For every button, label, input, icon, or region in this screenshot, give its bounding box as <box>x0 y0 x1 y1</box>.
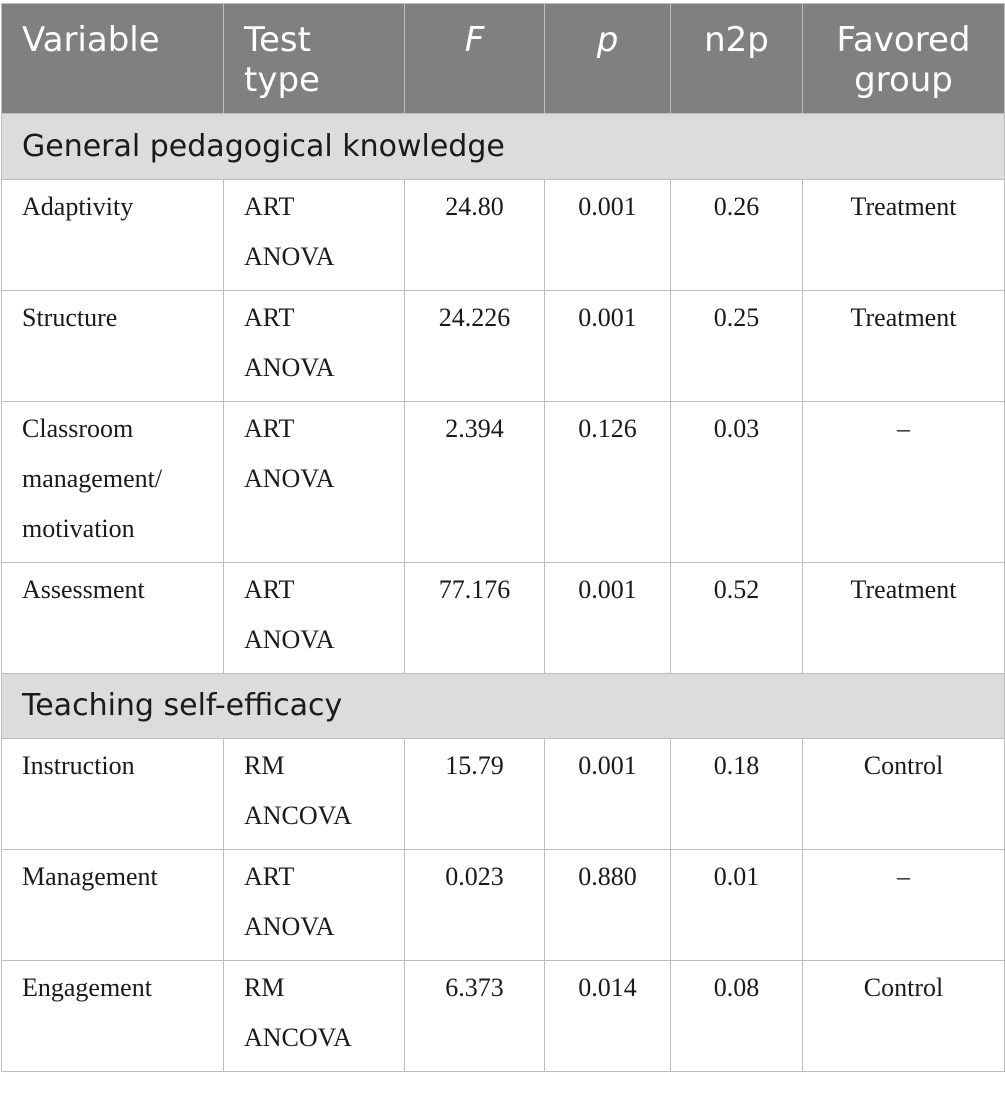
cell-f: 2.394 <box>405 402 545 563</box>
cell-favored: – <box>803 850 1005 961</box>
cell-test-type: ART ANOVA <box>224 180 405 291</box>
cell-p: 0.001 <box>545 739 671 850</box>
results-table <box>1 3 1005 1072</box>
cell-variable: Assessment <box>2 563 224 674</box>
cell-f: 77.176 <box>405 563 545 674</box>
cell-n2p: 0.03 <box>671 402 803 563</box>
table-row <box>2 180 1005 291</box>
cell-favored: Treatment <box>803 180 1005 291</box>
header-f: F <box>405 4 545 114</box>
cell-p: 0.001 <box>545 291 671 402</box>
cell-n2p: 0.01 <box>671 850 803 961</box>
cell-f: 15.79 <box>405 739 545 850</box>
section-title: General pedagogical knowledge <box>2 114 1005 180</box>
section-row <box>2 674 1005 739</box>
cell-test-type: ART ANOVA <box>224 563 405 674</box>
cell-variable: Engagement <box>2 961 224 1072</box>
header-p: p <box>545 4 671 114</box>
cell-f: 6.373 <box>405 961 545 1072</box>
table-row <box>2 563 1005 674</box>
cell-test-type: ART ANOVA <box>224 850 405 961</box>
cell-favored: – <box>803 402 1005 563</box>
cell-test-type: RM ANCOVA <box>224 739 405 850</box>
cell-test-type: RM ANCOVA <box>224 961 405 1072</box>
header-row <box>2 4 1005 114</box>
cell-p: 0.001 <box>545 563 671 674</box>
cell-f: 0.023 <box>405 850 545 961</box>
table-row <box>2 739 1005 850</box>
section-row <box>2 114 1005 180</box>
header-variable: Variable <box>2 4 224 114</box>
cell-variable: Classroom management/ motivation <box>2 402 224 563</box>
cell-test-type: ART ANOVA <box>224 402 405 563</box>
cell-n2p: 0.18 <box>671 739 803 850</box>
header-favored-group: Favored group <box>803 4 1005 114</box>
cell-test-type: ART ANOVA <box>224 291 405 402</box>
cell-favored: Control <box>803 739 1005 850</box>
cell-p: 0.014 <box>545 961 671 1072</box>
cell-n2p: 0.52 <box>671 563 803 674</box>
cell-n2p: 0.25 <box>671 291 803 402</box>
table-row <box>2 850 1005 961</box>
header-n2p: n2p <box>671 4 803 114</box>
cell-variable: Structure <box>2 291 224 402</box>
table-header <box>2 4 1005 114</box>
cell-favored: Control <box>803 961 1005 1072</box>
cell-p: 0.001 <box>545 180 671 291</box>
table-row <box>2 961 1005 1072</box>
cell-variable: Adaptivity <box>2 180 224 291</box>
section-title: Teaching self-efficacy <box>2 674 1005 739</box>
header-test-type: Test type <box>224 4 405 114</box>
cell-p: 0.126 <box>545 402 671 563</box>
cell-variable: Instruction <box>2 739 224 850</box>
cell-n2p: 0.26 <box>671 180 803 291</box>
cell-n2p: 0.08 <box>671 961 803 1072</box>
cell-favored: Treatment <box>803 563 1005 674</box>
table-row <box>2 402 1005 563</box>
cell-favored: Treatment <box>803 291 1005 402</box>
cell-p: 0.880 <box>545 850 671 961</box>
cell-f: 24.226 <box>405 291 545 402</box>
cell-f: 24.80 <box>405 180 545 291</box>
table-row <box>2 291 1005 402</box>
cell-variable: Management <box>2 850 224 961</box>
